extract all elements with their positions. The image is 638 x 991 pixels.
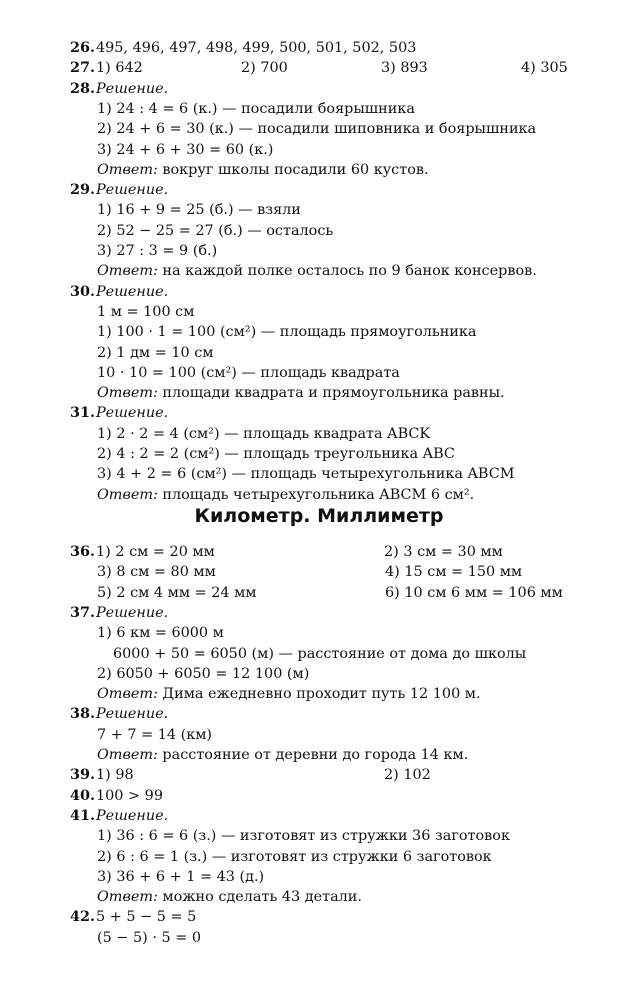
solution-label: Решение. [96,80,169,97]
solution-step: (5 − 5) · 5 = 0 [97,929,201,946]
solution-step: 6000 + 50 = 6050 (м) — расстояние от дома до школы [113,645,527,662]
answer-option: 1) 642 [96,60,143,77]
text-line [97,867,264,887]
problem-number: 30. [70,282,96,300]
text-line [97,119,536,139]
conversion-item: 6) 10 см 6 мм = 106 мм [385,584,563,601]
solution-step: 2) 24 + 6 = 30 (к.) — посадили шиповника и боярышника [97,121,537,138]
answer-option: 4) 305 [521,60,568,77]
solution-step: 1) 100 · 1 = 100 (см²) — площадь прямоугольника [97,324,477,341]
solution-step: 1) 24 : 4 = 6 (к.) — посадили боярышника [97,100,415,117]
text-line [70,786,163,806]
text-line [70,542,570,562]
solution-step: 3) 36 + 6 + 1 = 43 (д.) [97,868,265,885]
conversion-item: 2) 3 см = 30 мм [384,544,503,560]
problem-number: 36. [70,543,96,560]
conversion-item: 1) 98 [96,767,134,784]
conversion-item: 3) 8 см = 80 мм [97,564,216,581]
solution-step: 1 м = 100 см [97,303,195,320]
problem-number: 26. [70,39,96,56]
problem-number: 28. [70,79,96,97]
solution-step: 1) 6 км = 6000 м [97,625,224,642]
text-line [70,58,568,78]
text-line [97,221,333,241]
conversion-item: 4) 15 см = 150 мм [385,564,523,581]
text-line [97,424,430,444]
text-line [97,684,481,704]
solution-step: 1) 36 : 6 = 6 (з.) — изготовят из стружки 36 заготовок [97,828,510,845]
answer-text: Дима ежедневно проходит путь 12 100 м. [162,686,481,703]
answer-option: 2) 700 [241,60,288,77]
answer-label: Ответ: [97,747,163,763]
text-line [97,745,468,765]
text-line [97,928,201,948]
solution-step: 3) 4 + 2 = 6 (см²) — площадь четырехугольника ABCM [97,466,515,483]
answer-label: Ответ: [97,686,163,703]
answer-label: Ответ: [97,486,163,503]
solution-step: 2) 6 : 6 = 1 (з.) — изготовят из стружки 6 заготовок [97,848,492,865]
text-line [70,79,168,99]
text-line [97,241,217,261]
problem-number: 27. [70,59,96,77]
answer-text: вокруг школы посадили 60 кустов. [162,161,429,178]
text-line [97,160,429,180]
text-line [70,806,168,826]
problem-number: 42. [70,908,96,926]
line-text: 5 + 5 − 5 = 5 [96,909,197,926]
text-line [113,644,526,664]
text-line [97,261,537,281]
text-line [97,322,477,342]
problem-number: 31. [70,404,96,422]
text-line [97,623,224,643]
answer-label: Ответ: [97,889,163,906]
solution-label: Решение. [96,706,169,723]
solution-label: Решение. [96,405,169,422]
answer-label: Ответ: [97,263,163,280]
text-line [70,403,168,423]
conversion-item: 5) 2 см 4 мм = 24 мм [97,584,257,601]
answer-text: на каждой полке осталось по 9 банок консервов. [162,263,537,280]
solution-label: Решение. [96,283,169,300]
solution-step: 2) 4 : 2 = 2 (см²) — площадь треугольника ABC [97,446,455,462]
text-line [97,887,362,907]
answer-label: Ответ: [97,161,163,178]
solution-step: 2) 6050 + 6050 = 12 100 (м) [97,665,310,682]
text-line [70,38,416,58]
text-line [70,907,196,927]
solution-step: 1) 16 + 9 = 25 (б.) — взяли [97,202,301,219]
solution-step: 1) 2 · 2 = 4 (см²) — площадь квадрата ABCK [97,425,431,442]
text-line [97,363,400,383]
solution-step: 2) 52 − 25 = 27 (б.) — осталось [97,222,334,239]
problem-number: 37. [70,603,96,621]
text-line [70,765,570,785]
text-line [97,99,415,119]
answer-label: Ответ: [97,385,163,402]
text-line [97,140,273,160]
text-line [97,302,194,322]
answer-option: 3) 893 [381,60,428,77]
problem-number: 41. [70,806,96,824]
solution-step: 10 · 10 = 100 (см²) — площадь квадрата [97,364,400,381]
line-text: 100 > 99 [96,787,163,804]
text-line [97,485,474,505]
text-line [97,343,213,363]
line-text: 495, 496, 497, 498, 499, 500, 501, 502, 503 [96,40,417,56]
text-line [70,704,168,724]
solution-step: 3) 24 + 6 + 30 = 60 (к.) [97,141,274,158]
solution-label: Решение. [96,604,169,621]
text-line [70,603,168,623]
solution-label: Решение. [96,807,169,824]
text-line [97,444,455,464]
text-line [97,725,212,745]
solution-step: 2) 1 дм = 10 см [97,344,214,361]
solution-step: 3) 27 : 3 = 9 (б.) [97,243,218,259]
answer-text: площадь четырехугольника ABCM 6 см². [162,486,475,503]
text-line [97,847,492,867]
answer-text: площади квадрата и прямоугольника равны. [162,385,505,402]
problem-number: 29. [70,181,96,199]
text-line [97,464,514,484]
answer-text: можно сделать 43 детали. [162,889,362,906]
text-line [70,180,168,200]
problem-number: 38. [70,705,96,723]
solution-label: Решение. [96,182,169,199]
conversion-item: 2) 102 [384,767,431,784]
solution-step: 7 + 7 = 14 (км) [97,726,213,743]
text-line [97,200,301,220]
text-line [97,664,309,684]
text-line [70,282,168,302]
conversion-item: 1) 2 см = 20 мм [96,544,215,560]
answer-text: расстояние от деревни до города 14 км. [162,747,469,763]
text-line [97,383,505,403]
problem-number: 39. [70,766,96,784]
problem-number: 40. [70,786,96,804]
section-title: Километр. Миллиметр [194,505,444,527]
text-line [97,826,510,846]
